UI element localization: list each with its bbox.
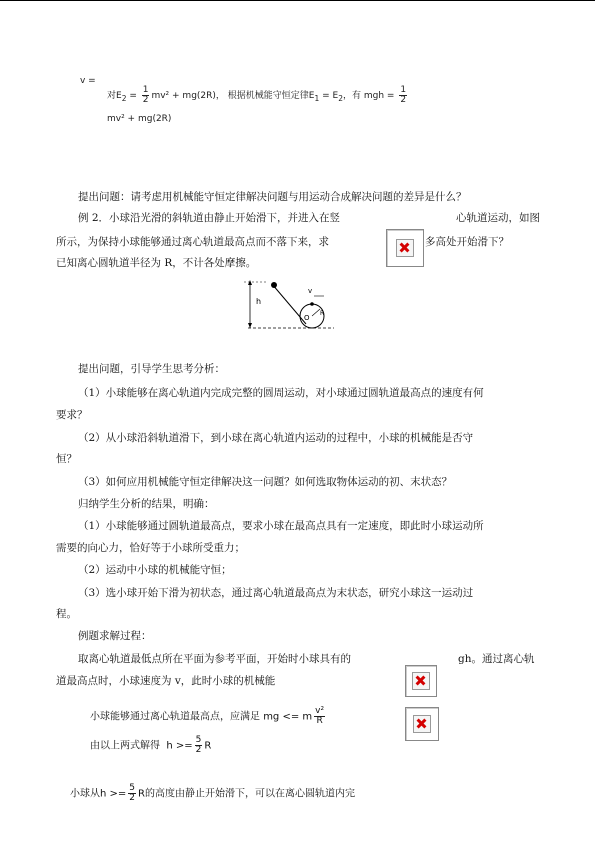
question-2-paragraph: 提出问题，引导学生思考分析：: [78, 363, 225, 375]
fraction-half: $\frac{1}{2}$: [142, 85, 149, 105]
ball: [271, 282, 277, 288]
a3-line-b: 程。: [56, 608, 77, 620]
fraction-5-over-2: $\frac{5}{2}$: [195, 735, 202, 755]
q3-line: （3）如何应用机械能守恒定律解决这一问题？如何选取物体运动的初、末状态？: [78, 476, 453, 488]
q2-line-b: 恒？: [56, 453, 77, 465]
slope-loop-diagram: [236, 278, 336, 334]
q1-line-a: （1）小球能够在离心轨道内完成完整的圆周运动，对小球通过圆轨道最高点的速度有何: [78, 387, 484, 399]
fraction-5-over-2-b: $\frac{5}{2}$: [129, 783, 136, 803]
a2-line: （2）运动中小球的机械能守恒；: [78, 564, 232, 576]
r-label: R: [320, 310, 325, 317]
q2-line-a: （2）从小球沿斜轨道滑下，到小球在离心轨道内运动的过程中，小球的机械能是否守: [78, 432, 474, 444]
solution-line1-right: gh。通过离心轨: [458, 653, 535, 665]
energy-equation-line1: 对$E_2$ = $\frac{1}{2}$ mv² + mg(2R)， 根据机械能守恒定律$E_1 = E_2$，有 mgh = $\frac{1}{2}$: [107, 85, 407, 105]
example2-line1-left: 例 2．小球沿光滑的斜轨道由静止开始滑下，并进入在竖: [78, 212, 341, 224]
q1-line-b: 要求？: [56, 409, 88, 421]
hand-line-3: 小球从h >= $\frac{5}{2}$ R的高度由静止开始滑下，可以在离心圆轨道内完: [70, 783, 355, 803]
height-arrow-head-top: [248, 280, 252, 285]
example2-line3: 已知离心圆轨道半径为 R，不计各处摩擦。: [56, 257, 257, 269]
question-1-paragraph: 提出问题：请考虑用机械能守恒定律解决问题与用运动合成解决问题的差异是什么？: [78, 191, 467, 203]
fraction-v2-over-r: $\frac{\text{v²}}{R}$: [315, 706, 325, 726]
broken-image-icon: [386, 229, 424, 267]
a1-line-b: 需要的向心力，恰好等于小球所受重力；: [56, 542, 245, 554]
h-label: h: [256, 297, 262, 306]
page-top-border: [0, 0, 595, 1]
hand-line-2: 由以上两式解得 h >= $\frac{5}{2}$ R: [90, 735, 212, 755]
o-label: O: [304, 314, 310, 322]
fraction-half-2: $\frac{1}{2}$: [400, 85, 407, 105]
broken-image-icon-2: [405, 665, 437, 697]
broken-image-icon-3: [405, 707, 439, 741]
a3-line-a: （3）选小球开始下滑为初状态，通过离心轨道最高点为末状态，研究小球这一运动过: [78, 587, 474, 599]
v-prefix: v =: [80, 76, 96, 86]
example2-line2-right: 多高处开始滑下？: [425, 236, 509, 248]
height-arrow-head-bottom: [248, 323, 252, 328]
radius-line: [312, 309, 320, 316]
summary-line: 归纳学生分析的结果，明确：: [78, 498, 215, 510]
hand-line-1: 小球能够通过离心轨道最高点，应满足 mg <= m $\frac{\text{v²}}{R}$: [90, 706, 325, 726]
ball-at-top: [310, 302, 314, 306]
solution-line1-left: 取离心轨道最低点所在平面为参考平面，开始时小球具有的: [78, 653, 351, 665]
v-label: v: [308, 287, 313, 295]
incline-track: [272, 284, 306, 324]
a1-line-a: （1）小球能够通过圆轨道最高点，要求小球在最高点具有一定速度，即此时小球运动所: [78, 520, 484, 532]
energy-equation-line2: mv² + mg(2R): [107, 114, 172, 124]
solution-line2: 道最高点时，小球速度为 v，此时小球的机械能: [56, 675, 276, 687]
example2-line1-right: 心轨道运动，如图: [456, 212, 540, 224]
solution-title: 例题求解过程：: [78, 630, 152, 642]
example2-line2-left: 所示，为保持小球能够通过离心轨道最高点而不落下来，求: [56, 236, 329, 248]
